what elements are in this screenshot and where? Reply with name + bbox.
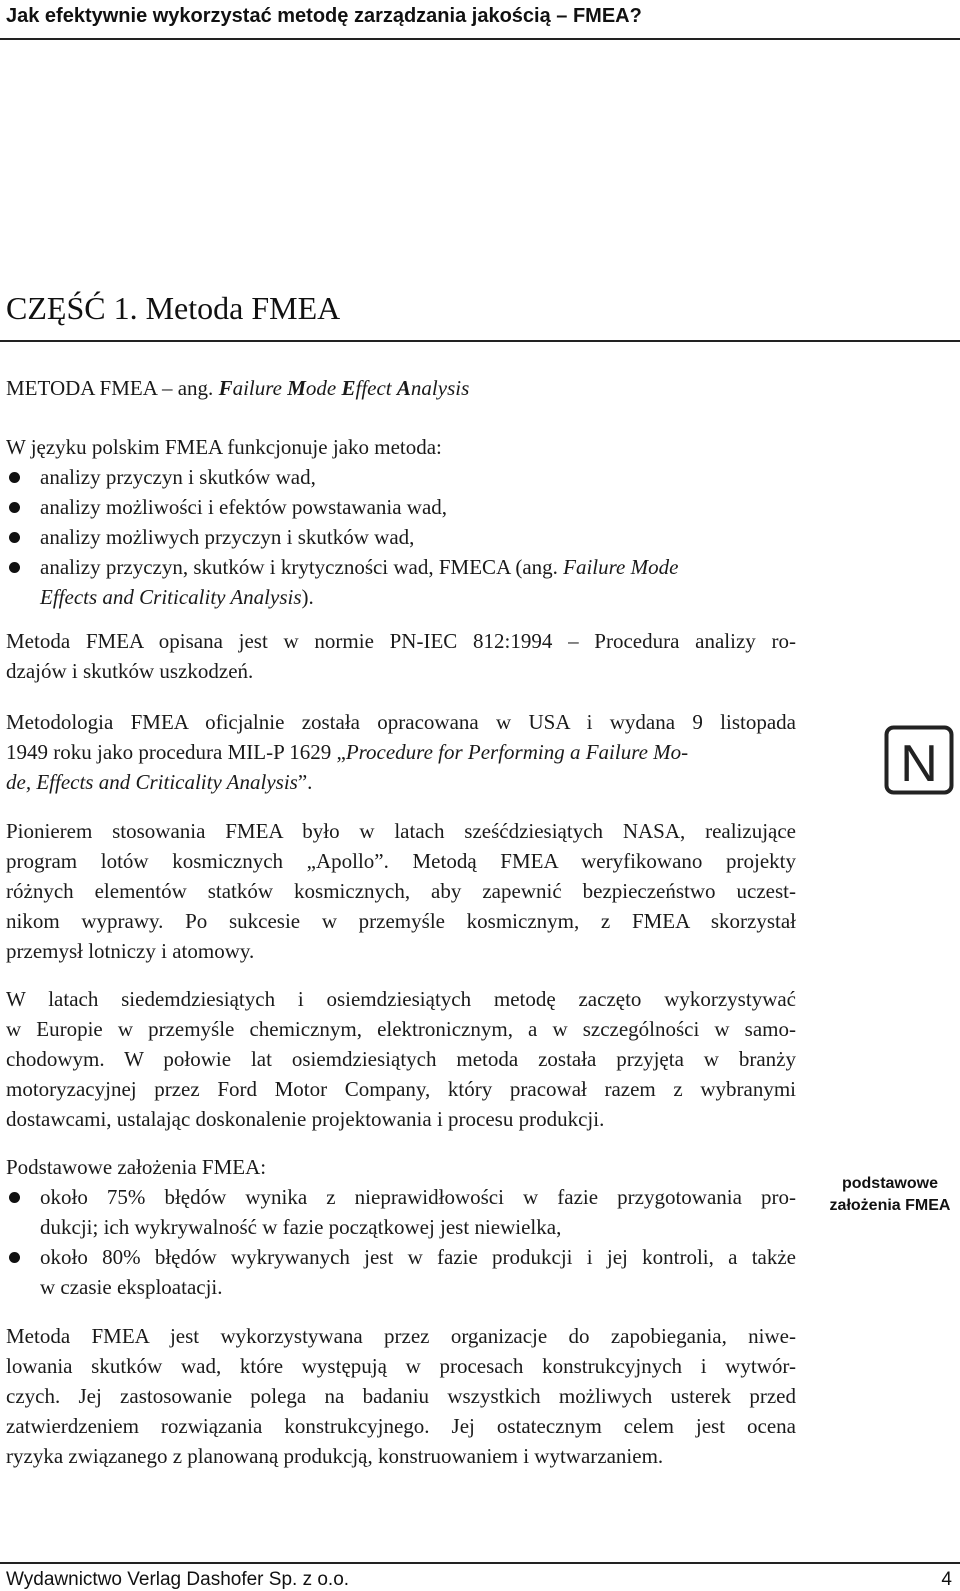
list-item: około 75% błędów wynika z nieprawidłowości w fazie przygotowania pro- dukcji; ich wykrywalność w fazie początkowej jest niewielka, xyxy=(6,1182,796,1242)
paragraph-history: Metodologia FMEA oficjalnie została opracowana w USA i wydana 9 listopada 1949 roku jako procedura MIL-P 1629 „Procedure for Performing a Failure Mo- de, Effects and Criticality Analysis”. xyxy=(6,710,796,794)
running-header-title: Jak efektywnie wykorzystać metodę zarządzania jakością – FMEA? xyxy=(6,5,642,27)
footer-publisher: Wydawnictwo Verlag Dashofer Sp. z o.o. xyxy=(6,1569,350,1590)
paragraph-nasa: Pionierem stosowania FMEA było w latach sześćdziesiątych NASA, realizujące program lotów kosmicznych „Apollo”. Metodą FMEA weryfikowano projekty różnych elementów statków kosmicznych, aby zapewnić bezpieczeństwo uczest- nikom wyprawy. Po sukcesie w przemyśle kosmicznym, z FMEA skorzystał przemysł lotniczy i atomowy. xyxy=(6,819,796,963)
intro-text: W języku polskim FMEA funkcjonuje jako metoda: xyxy=(6,435,442,459)
page-number: 4 xyxy=(941,1569,952,1590)
assumptions-heading: Podstawowe założenia FMEA: xyxy=(6,1155,267,1179)
definition-term: METODA FMEA xyxy=(6,376,157,400)
bullet-icon xyxy=(9,1192,20,1203)
bullet-icon xyxy=(9,562,20,573)
bullet-icon xyxy=(9,532,20,543)
list-item: analizy możliwości i efektów powstawania wad, xyxy=(6,492,796,522)
running-header xyxy=(0,0,960,40)
paragraph-europe: W latach siedemdziesiątych i osiemdziesiątych metodę zaczęto wykorzystywać w Europie w przemyśle chemicznym, elektronicznym, a w szczególności w samo- chodowym. W połowie lat osiemdziesiątych metoda została przyjęta w branży motoryzacyjnej przez Ford Motor Company, który pracował razem z wybranymi dostawcami, ustalając doskonalenie projektowania i procesu produkcji. xyxy=(6,987,796,1131)
list-item: około 80% błędów wykrywanych jest w fazie produkcji i jej kontroli, a także w czasie eksploatacji. xyxy=(6,1242,796,1302)
definition-dash: – ang. xyxy=(156,376,219,400)
definition-english: Failure Mode Effect Analysis xyxy=(218,376,470,400)
header-rule xyxy=(0,38,960,40)
bullet-icon xyxy=(9,472,20,483)
paragraph-norm: Metoda FMEA opisana jest w normie PN-IEC 812:1994 – Procedura analizy ro- dzajów i skutków uszkodzeń. xyxy=(6,629,796,683)
note-n-icon xyxy=(884,725,954,795)
bullet-icon xyxy=(9,502,20,513)
paragraph-purpose: Metoda FMEA jest wykorzystywana przez organizacje do zapobiegania, niwe- lowania skutków wad, które występują w procesach konstrukcyjnych i wytwór- czych. Jej zastosowanie polega na badaniu wszystkich możliwych usterek przed zatwierdzeniem rozwiązania konstrukcyjnego. Jej ostatecznym celem jest ocena ryzyka związanego z planowaną produkcją, konstruowaniem i wytwarzaniem. xyxy=(6,1324,796,1468)
note-n-icon-svg xyxy=(884,725,954,795)
list-item: analizy przyczyn i skutków wad, xyxy=(6,462,796,492)
methods-list xyxy=(6,462,796,612)
list-item: analizy możliwych przyczyn i skutków wad, xyxy=(6,522,796,552)
list-item: analizy przyczyn, skutków i krytyczności wad, FMECA (ang. Failure Mode Effects and Criticality Analysis). xyxy=(6,552,796,612)
definition-line xyxy=(6,373,796,403)
margin-note: podstawowe założenia FMEA xyxy=(829,1175,951,1214)
svg-text:N: N xyxy=(900,735,938,793)
footer-rule xyxy=(0,1562,960,1564)
bullet-icon xyxy=(9,1252,20,1263)
part-heading-rule xyxy=(0,340,960,342)
part-heading: CZĘŚĆ 1. Metoda FMEA xyxy=(6,290,341,326)
assumptions-list xyxy=(6,1182,796,1302)
